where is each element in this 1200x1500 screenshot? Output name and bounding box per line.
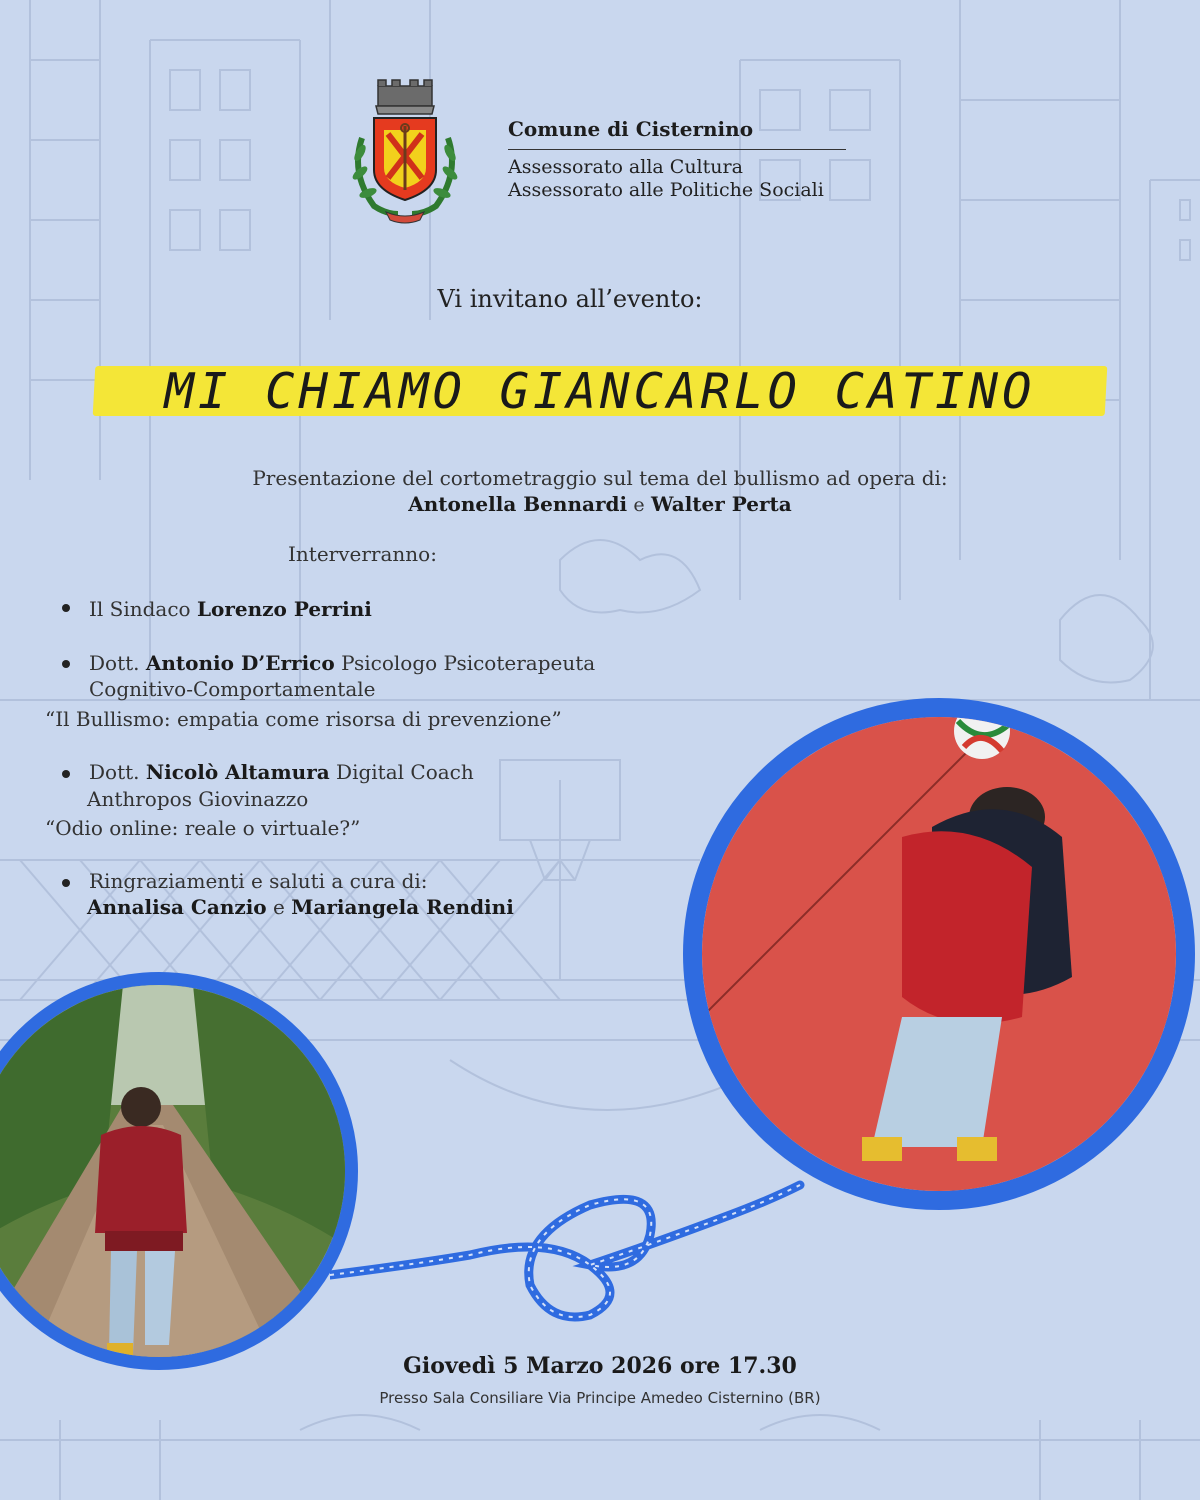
department-social-policy: Assessorato alle Politiche Sociali [508,179,824,201]
presentation-line: Presentazione del cortometraggio sul tema del bullismo ad opera di: [252,466,948,490]
event-location: Presso Sala Consiliare Via Principe Amedeo Cisternino (BR) [379,1389,821,1407]
bullet-dot [62,604,70,612]
invite-text: Vi invitano all’evento: [437,285,703,313]
speakers-heading: Interverranno: [288,542,437,566]
thanks-name: Mariangela Rendini [291,895,514,919]
speaker-role: Psicologo Psicoterapeuta [341,651,596,675]
speaker-talk-title: “Odio online: reale o virtuale?” [45,816,361,840]
author-name: Walter Perta [651,492,792,516]
thanks-connector: e [273,895,285,919]
thanks-names [87,894,514,920]
author-name: Antonella Bennardi [408,492,628,516]
organization-block [508,117,888,202]
thanks-name: Annalisa Canzio [87,895,267,919]
speaker-role-line: Cognitivo-Comportamentale [89,677,376,701]
event-date-time: Giovedì 5 Marzo 2026 ore 17.30 [403,1353,797,1379]
event-title-block [94,360,1106,424]
presentation-block [0,465,1200,518]
speaker-name: Nicolò Altamura [145,760,330,784]
department-culture: Assessorato alla Cultura [508,156,743,178]
speaker-prefix: Il Sindaco [89,597,191,621]
rope-knot-illustration [330,1175,810,1325]
speaker-role-line: Anthropos Giovinazzo [87,787,309,811]
speaker-talk-title: “Il Bullismo: empatia come risorsa di prevenzione” [45,707,562,731]
organization-name: Comune di Cisternino [508,117,846,150]
speaker-name: Antonio D’Errico [145,651,335,675]
photo-boys-hugging [683,698,1195,1210]
boys-hugging-illustration [702,717,1176,1191]
municipal-crest-logo [340,78,470,230]
speaker-name: Lorenzo Perrini [196,597,372,621]
bullet-dot [62,660,70,668]
bullet-dot [62,879,70,887]
speaker-prefix: Dott. [89,651,140,675]
speaker-item [89,759,474,785]
thanks-line: Ringraziamenti e saluti a cura di: [89,869,428,893]
event-title: MI CHIAMO GIANCARLO CATINO [164,363,1036,420]
speaker-item [89,596,372,622]
presentation-authors [0,491,1200,518]
speaker-item [89,650,595,676]
author-connector: e [633,494,645,516]
speaker-prefix: Dott. [89,760,140,784]
boy-walking-illustration [0,985,345,1357]
speaker-role: Digital Coach [336,760,474,784]
bullet-dot [62,770,70,778]
